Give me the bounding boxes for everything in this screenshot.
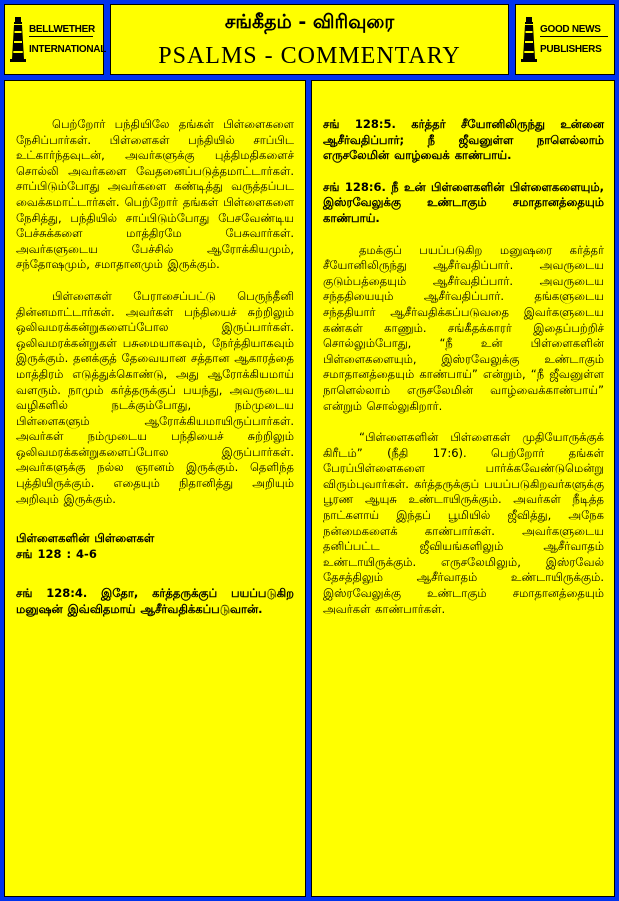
section-reference: சங் 128 : 4-6 [16,546,97,561]
right-column [311,80,615,897]
section-title: பிள்ளைகளின் பிள்ளைகள் [16,531,155,546]
paragraph: “பிள்ளைகளின் பிள்ளைகள் முதியோருக்குக் கிரீடம்” (நீதி 17:6). பெற்றோர் தங்கள் பேரப்பிள்ளைகளை பார்க்கவேண்டுமென்று விரும்புவார்கள். கர்த்தருக்குப் பயப்படுகிறவர்களுக்கு பூரண ஆயுசு உண்டாயிருக்கும். அவர்கள் நீடித்த நாட்களாய் இந்தப் பூமியில் ஜீவித்து, அநேக நன்மைகளைக் காண்பார்கள். அவர்களுடைய தனிப்பட்ட ஜீவியங்களிலும் ஆசீர்வாதம் உண்டாயிருக்கும். எருசலேமிலும், இஸ்ரவேல் தேசத்திலும் ஆசீர்வாதம் உண்டாயிருக்கும். இஸ்ரவேலுக்கு உண்டாகும் சமாதானத்தையும் அவர்கள் காண்பார்கள். [323,430,604,616]
paragraph: தமக்குப் பயப்படுகிற மனுஷரை கர்த்தர் சீயோனிலிருந்து ஆசீர்வதிப்பார். அவருடைய குடும்பத்தையும் ஆசீர்வதிப்பார். அவருடைய சந்ததியையும் ஆசீர்வதிப்பார். தங்களுடைய சந்ததியார் ஆசீர்வதிக்கப்படுவதை இவர்களுடைய கண்கள் காணும். சங்கீதக்காரர் இதைப்பற்றிச் சொல்லும்போது, “நீ உன் பிள்ளைகளின் பிள்ளைகளையும், இஸ்ரவேலுக்கு உண்டாகும் சமாதானத்தையும் காண்பாய்” என்றும், “நீ ஜீவனுள்ள நாளெல்லாம் எருசலேமின் வாழ்வைக்காண்பாய்” என்றும் சொல்லுகிறார். [323,242,604,413]
title-box [110,4,509,75]
logo-line1: GOOD NEWS [540,24,601,35]
bellwether-logo [5,5,107,74]
goodnews-logo [516,5,614,74]
verse-text: சங் 128:5. கர்த்தர் சீயோனிலிருந்து உன்னை ஆசீர்வதிப்பார்; நீ ஜீவனுள்ள நாளெல்லாம் எருசலேமின் வாழ்வைக் காண்பாய். [323,117,604,163]
bellwether-logo-box [4,4,107,75]
header [0,0,619,80]
logo-divider [29,36,93,37]
lighthouse-icon [9,15,27,63]
title-english: PSALMS - COMMENTARY [158,43,461,69]
goodnews-logo-box [515,4,615,75]
verse-text: சங் 128:4. இதோ, கர்த்தருக்குப் பயப்படுகிற மனுஷன் இவ்விதமாய் ஆசீர்வதிக்கப்படுவான். [16,586,294,617]
logo-line2: INTERNATIONAL [29,44,107,55]
left-column [4,80,306,897]
title-tamil: சங்கீதம் - விரிவுரை [224,11,395,33]
paragraph: பிள்ளைகள் பேராசைப்பட்டு பெருந்தீனி தின்னமாட்டார்கள். அவர்கள் பந்தியைச் சுற்றிலும் ஒலிவமரக்கன்றுகளைப்போல இருப்பார்கள். ஒலிவமரக்கன்றுகள் பசுமையாகவும், நேர்த்தியாகவும் இருக்கும். தனக்குத் தேவையான சத்தான ஆகாரத்தை மாத்திரம் எடுத்துக்கொண்டு, அது ஆரோக்கியமாய் வளரும். நாமும் கர்த்தருக்குப் பயந்து, அவருடைய வழிகளில் நடக்கும்போது, நம்முடைய பிள்ளைகளும் ஆரோக்கியமாயிருப்பார்கள். அவர்கள் நம்முடைய பந்தியைச் சுற்றிலும் ஒலிவமரக்கன்றுகளைப்போல இருப்பார்கள். அவர்களுக்கு நல்ல ஞானம் இருக்கும். தெளிந்த புத்தியிருக்கும். எதையும் நிதானித்து அறியும் அறிவும் இருக்கும். [16,288,294,506]
paragraph: பெற்றோர் பந்தியிலே தங்கள் பிள்ளைகளை நேசிப்பார்கள். பிள்ளைகள் பந்தியில் சாப்பிட உட்கார்ந்தவுடன், அவர்களுக்கு புத்திமதிகளைச் சொல்லி அவர்களை வேதனைப்படுத்தமாட்டார்கள். சாப்பிடும்போது அவர்களை கண்டித்து வருத்தப்பட வைக்கமாட்டார்கள். பெற்றோர் தங்கள் பிள்ளைகளை நேசித்து, பந்தியில் சாப்பிடும்போது பேசவேண்டிய பேச்சுக்களை மாத்திரமே பேசுவார்கள். அவர்களுடைய பேச்சில் ஆரோக்கியமும், சந்தோஷமும், சமாதானமும் இருக்கும். [16,117,294,272]
verse-text: சங் 128:6. நீ உன் பிள்ளைகளின் பிள்ளைகளையும், இஸ்ரவேலுக்கு உண்டாகும் சமாதானத்தையும் காண்பாய். [323,179,604,225]
logo-line1: BELLWETHER [29,24,95,35]
lighthouse-icon [520,15,538,63]
logo-divider [540,36,608,37]
logo-line2: PUBLISHERS [540,44,602,55]
